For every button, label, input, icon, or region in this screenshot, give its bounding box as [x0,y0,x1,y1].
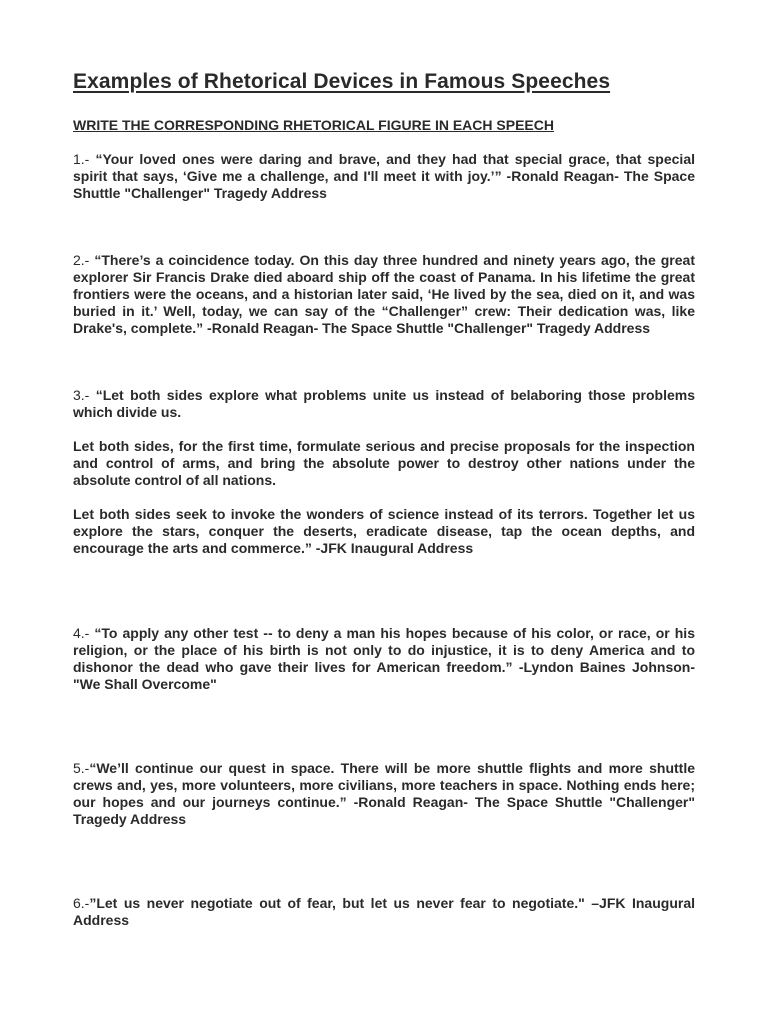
document-instruction: WRITE THE CORRESPONDING RHETORICAL FIGURE IN EACH SPEECH [73,117,554,133]
item-text: Let both sides, for the first time, formulate serious and precise proposals for the inspection and control of arms, and bring the absolute power to destroy other nations under the absolute control of all nations. [73,438,695,488]
speech-item-4 [73,625,695,693]
item-number: 5.- [73,760,90,776]
item-number: 3.- [73,387,96,403]
item-number: 1.- [73,151,96,167]
speech-item-3-continuation-1 [73,438,695,489]
item-text: “We’ll continue our quest in space. There will be more shuttle flights and more shuttle crews and, yes, more volunteers, more civilians, more teachers in space. Nothing ends here; our hopes and our journeys continue.” -Ronald Reagan- The Space Shuttle "Challenger" Tragedy Address [73,760,695,827]
speech-item-1 [73,151,695,202]
item-text: “There’s a coincidence today. On this day three hundred and ninety years ago, the great explorer Sir Francis Drake died aboard ship off the coast of Panama. In his lifetime the great frontiers were the oceans, and a historian later said, ‘He lived by the sea, died on it, and was buried in it.’ Well, today, we can say of the “Challenger” crew: Their dedication was, like Drake's, complete.” -Ronald Reagan- The Space Shuttle "Challenger" Tragedy Address [73,252,695,336]
speech-item-2 [73,252,695,337]
item-text: ”Let us never negotiate out of fear, but let us never fear to negotiate." –JFK Inaugural Address [73,895,695,928]
speech-item-5 [73,760,695,828]
item-text: “To apply any other test -- to deny a man his hopes because of his color, or race, or his religion, or the place of his birth is not only to do injustice, it is to deny America and to dishonor the dead who gave their lives for American freedom.” -Lyndon Baines Johnson- "We Shall Overcome" [73,625,695,692]
speech-item-3 [73,387,695,421]
document-page [73,66,695,929]
item-number: 6.- [73,895,90,911]
item-text: Let both sides seek to invoke the wonders of science instead of its terrors. Together let us explore the stars, conquer the deserts, eradicate disease, tap the ocean depths, and encourage the arts and commerce.” -JFK Inaugural Address [73,506,695,556]
item-number: 4.- [73,625,95,641]
item-text: “Your loved ones were daring and brave, and they had that special grace, that special spirit that says, ‘Give me a challenge, and I'll meet it with joy.’” -Ronald Reagan- The Space Shuttle "Challenger" Tragedy Address [73,151,695,201]
item-number: 2.- [73,252,95,268]
speech-item-6 [73,895,695,929]
speech-item-3-continuation-2 [73,506,695,557]
item-text: “Let both sides explore what problems unite us instead of belaboring those problems which divide us. [73,387,695,420]
document-title: Examples of Rhetorical Devices in Famous Speeches [73,70,611,93]
